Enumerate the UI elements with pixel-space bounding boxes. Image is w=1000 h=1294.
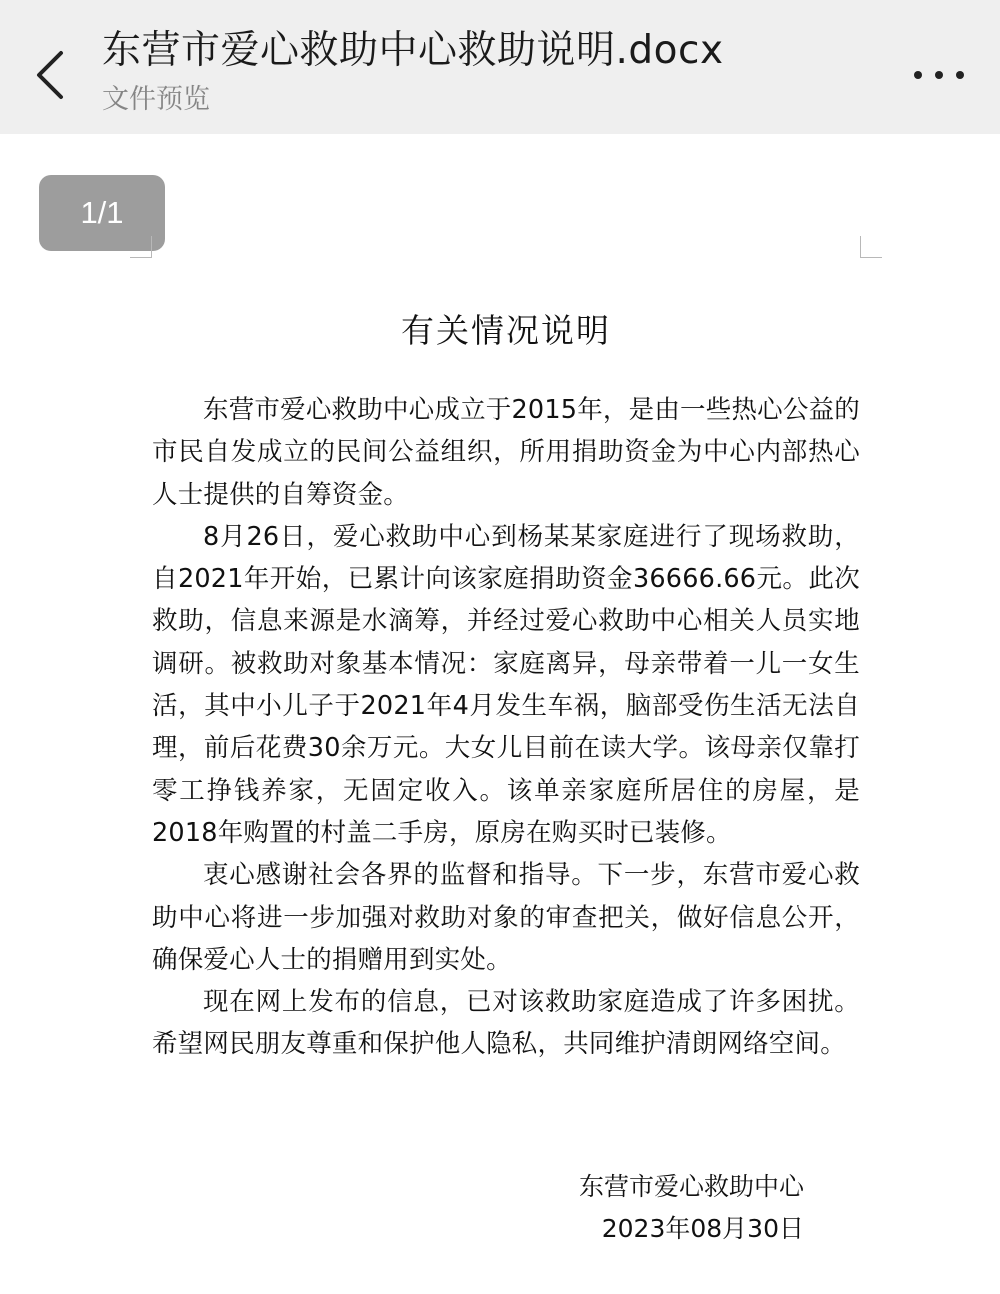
document-body [152,300,860,1066]
document-paragraph: 东营市爱心救助中心成立于2015年，是由一些热心公益的市民自发成立的民间公益组织，所用捐助资金为中心内部热心人士提供的自筹资金。 [152,395,860,510]
more-button[interactable] [914,60,964,90]
page-corner-mark-right [860,236,882,258]
document-paragraph: 衷心感谢社会各界的监督和指导。下一步，东营市爱心救助中心将进一步加强对救助对象的审查把关，做好信息公开，确保爱心人士的捐赠用到实处。 [152,860,860,975]
top-bar [0,0,1000,134]
file-subtitle: 文件预览 [102,84,210,115]
document-paragraph: 现在网上发布的信息，已对该救助家庭造成了许多困扰。希望网民朋友尊重和保护他人隐私，共同维护清朗网络空间。 [152,987,860,1060]
document-heading: 有关情况说明 [401,311,611,350]
more-horizontal-icon [935,71,943,79]
more-horizontal-icon [956,71,964,79]
file-title: 东营市爱心救助中心救助说明.docx [102,28,724,73]
signature-date: 2023年08月30日 [601,1214,804,1243]
more-horizontal-icon [914,71,922,79]
document-paragraph: 8月26日，爱心救助中心到杨某某家庭进行了现场救助，自2021年开始，已累计向该家庭捐助资金36666.66元。此次救助，信息来源是水滴筹，并经过爱心救助中心相关人员实地调研。被救助对象基本情况：家庭离异，母亲带着一儿一女生活，其中小儿子于2021年4月发生车祸，脑部受伤生活无法自理，前后花费30余万元。大女儿目前在读大学。该母亲仅靠打零工挣钱养家，无固定收入。该单亲家庭所居住的房屋，是2018年购置的村盖二手房，原房在购买时已装修。 [152,521,860,848]
page-corner-mark-left [130,236,152,258]
page-indicator: 1/1 [39,175,165,251]
back-button[interactable] [22,40,78,110]
title-area [102,24,882,120]
signature-block [520,1166,810,1250]
chevron-left-icon [33,49,67,101]
signature-organization: 东营市爱心救助中心 [578,1172,804,1201]
